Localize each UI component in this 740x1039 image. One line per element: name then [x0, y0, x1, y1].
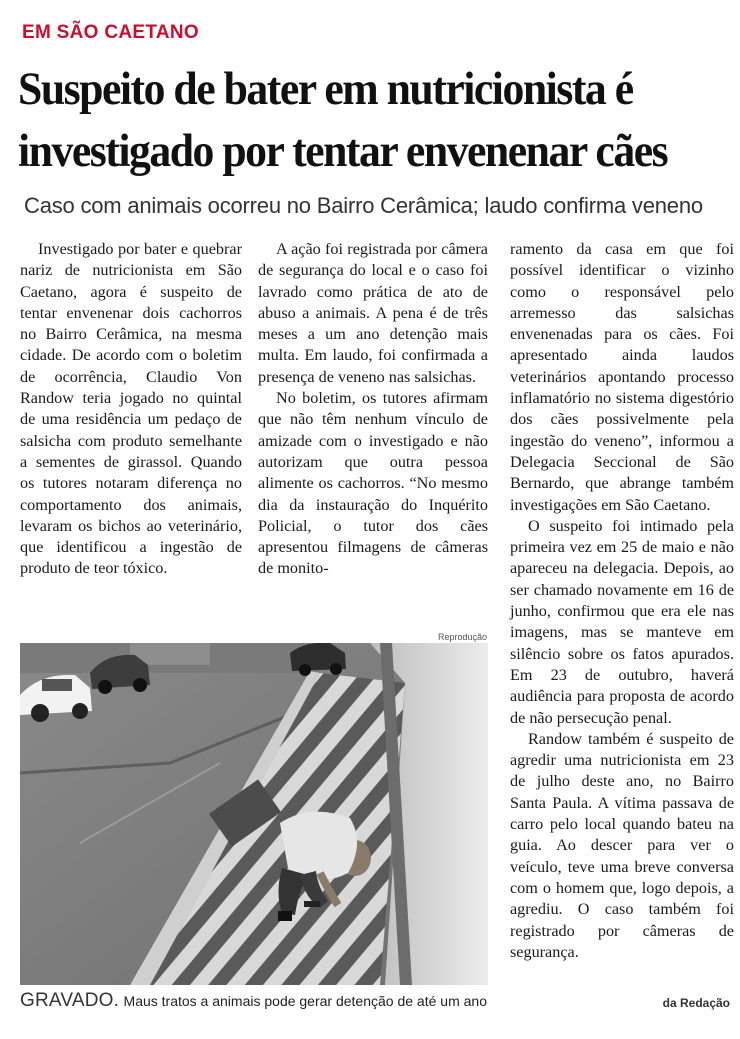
section-kicker: EM SÃO CAETANO — [22, 22, 199, 43]
caption-lead: GRAVADO. — [20, 990, 120, 1011]
street-scene-illustration — [20, 643, 488, 985]
byline: da Redação — [662, 996, 730, 1010]
headline-line-1: Suspeito de bater em nutricionista é — [18, 63, 633, 115]
subheadline: Caso com animais ocorreu no Bairro Cerâmica; laudo confirma veneno — [24, 193, 703, 218]
photo-credit: Reprodução — [438, 632, 488, 642]
caption-text: Maus tratos a animais pode gerar detenção de até um ano — [123, 993, 487, 1009]
headline-line-2: investigado por tentar envenenar cães — [18, 125, 668, 177]
article-paragraph: Investigado por bater e quebrar nariz de nutricionista em São Caetano, agora é suspeito de tentar envenenar dois cachorros no Bairro Cerâmica, na mesma cidade. De acordo com o boletim de ocorrência, Claudio Von Randow teria jogado no quintal de uma residência um pedaço de salsicha com produto semelhante a sementes de girassol. Quando os tutores notaram diferença no comportamento dos animais, levaram os bichos ao veterinário, que identificou a ingestão de produto de teor tóxico. — [20, 240, 242, 578]
article-paragraph: ramento da casa em que foi possível identificar o vizinho como o responsável pelo arremesso das salsichas envenenadas para os cães. Foi apresentado ainda laudos veterinários apontando processo inflamatório no sistema digestório dos cães possivelmente pela ingestão do veneno”, informou a Delegacia Seccional de São Bernardo, que abrange também investigações em São Caetano. — [510, 240, 734, 514]
article-paragraph: O suspeito foi intimado pela primeira vez em 25 de maio e não apareceu na delegacia. Depois, ao ser chamado novamente em 16 de junho, confirmou que era ele nas imagens, mas se manteve em silêncio sobre os fatos apurados. Em 23 de outubro, haverá audiência para proposta de acordo de não persecução penal. — [510, 516, 734, 727]
article-column-2 — [258, 239, 488, 580]
article-paragraph: No boletim, os tutores afirmam que não têm nenhum vínculo de amizade com o investigado e não autorizam que outra pessoa alimente os cachorros. “No mesmo dia da instauração do Inquérito Policial, o tutor dos cães apresentou filmagens de câmeras de monito- — [258, 389, 488, 578]
article-paragraph: Randow também é suspeito de agredir uma nutricionista em 23 de julho deste ano, no Bairro Santa Paula. A vítima passava de carro pelo local quando bateu na guia. Ao descer para ver o veículo, teve uma breve conversa com o homem que, logo depois, a agrediu. O caso também foi registrado por câmeras de segurança. — [510, 729, 734, 961]
security-camera-photo — [20, 643, 488, 985]
article-paragraph: A ação foi registrada por câmera de segurança do local e o caso foi lavrado como prática de ato de abuso a animais. A pena é de três meses a um ano detenção mais multa. Em laudo, foi confirmada a presença de veneno nas salsichas. — [258, 240, 488, 386]
article-column-3 — [510, 239, 734, 963]
photo-caption — [20, 990, 490, 1012]
headline — [18, 58, 680, 182]
article-column-1 — [20, 239, 242, 580]
